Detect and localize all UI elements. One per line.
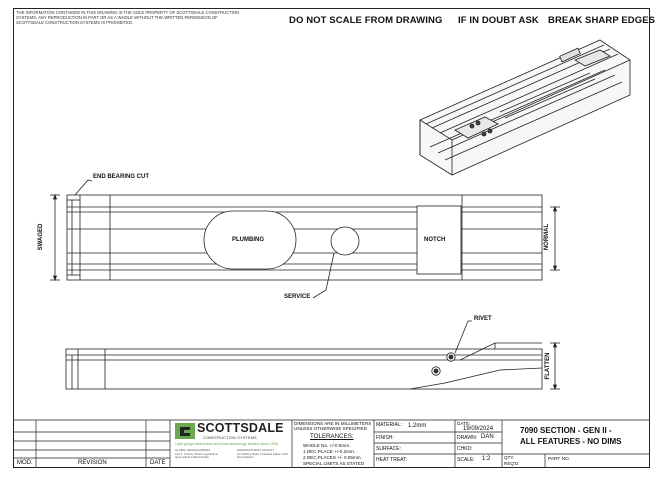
drawing-title-line2: ALL FEATURES - NO DIMS [520,437,622,446]
tolerance-whole: WHOLE No. +/-0.5mm. [303,443,351,448]
surface-label: SURFACE: [376,446,402,452]
tolerance-1dp: 1 DEC.PLACE +/-0.2mm. [303,449,355,454]
tolerance-special: SPECIAL LIMITS AS STATED [303,461,365,466]
mfg-address: 11 Carlbury Road, Onekawa Napier 4110 New Zealand [237,452,288,460]
hq-title: GLOBAL HEADQUARTERS [175,448,211,452]
label-rivet: RIVET [474,316,492,322]
label-end-bearing-cut: END BEARING CUT [93,174,150,180]
drawing-title-line1: 7090 SECTION - GEN II - [520,426,612,435]
isometric-view [420,40,630,175]
material-label: MATERIAL: [376,422,403,428]
mfg-title: MANUFACTURING FACILITY [237,448,275,452]
tolerance-2dp: 2 DEC.PLACES +/- 0.05mm. [303,455,362,460]
drawn-value: DAN [481,434,494,440]
finish-label: FINISH: [376,435,394,441]
dimensions-note: DIMENSIONS ARE IN MILLIMETERS UNLESS OTHERWISE SPECIFIED [294,421,372,432]
qty-label: QTY. [504,455,515,460]
company-name: SCOTTSDALE [197,421,284,435]
scale-label: SCALE: [457,457,475,463]
label-plumbing: PLUMBING [232,237,264,243]
company-tagline: Light gauge steel frame and truss technology leaders since 1996 [175,442,278,446]
company-logo-mark [175,423,195,439]
date-label: DATE: [457,421,471,426]
drawn-label: DRAWN: [457,435,478,441]
note-do-not-scale: DO NOT SCALE FROM DRAWING [289,15,443,26]
reqd-label: REQ'D: [504,461,520,466]
hq-address: Unit 4, 5 Henry Street Loganholme Queensland 4129 Australia [175,452,219,460]
label-swaged: SWAGED [38,223,44,251]
heat-treat-label: HEAT TREAT: [376,457,408,463]
label-service: SERVICE [284,294,311,300]
scale-value: 1:2 [482,456,491,462]
label-normal: NORMAL [544,223,550,251]
col-date: DATE [150,460,166,466]
side-view [66,321,560,389]
plan-view [50,180,560,298]
checked-label: CHKD: [457,446,473,452]
tolerances-heading: TOLERANCES: [310,433,354,440]
company-subtitle: CONSTRUCTION SYSTEMS [203,436,257,440]
note-if-in-doubt: IF IN DOUBT ASK [458,15,539,26]
label-flatten: FLATTEN [545,352,551,380]
col-mod: MOD. [17,460,33,466]
material-value: 1.2mm [408,423,427,429]
col-revision: REVISION [78,460,107,466]
date-value: 19/09/2024 [463,426,494,432]
note-break-sharp-edges: BREAK SHARP EDGES [548,15,656,26]
disclaimer-text: THE INFORMATION CONTAINED IN THIS DRAWING IS THE SOLE PROPERTY OF SCOTTSDALE CONSTRUCTION SYSTEMS. ANY REPRODUCTION IN PART OR AS A WHOLE WITHOUT THE WRITTEN PERMISSION OF SCOTTSDALE CONSTRUCTION SYSTEMS IS PROHIBITED. [16,10,240,26]
label-notch: NOTCH [424,237,446,243]
part-no-label: PART NO. [548,457,571,462]
